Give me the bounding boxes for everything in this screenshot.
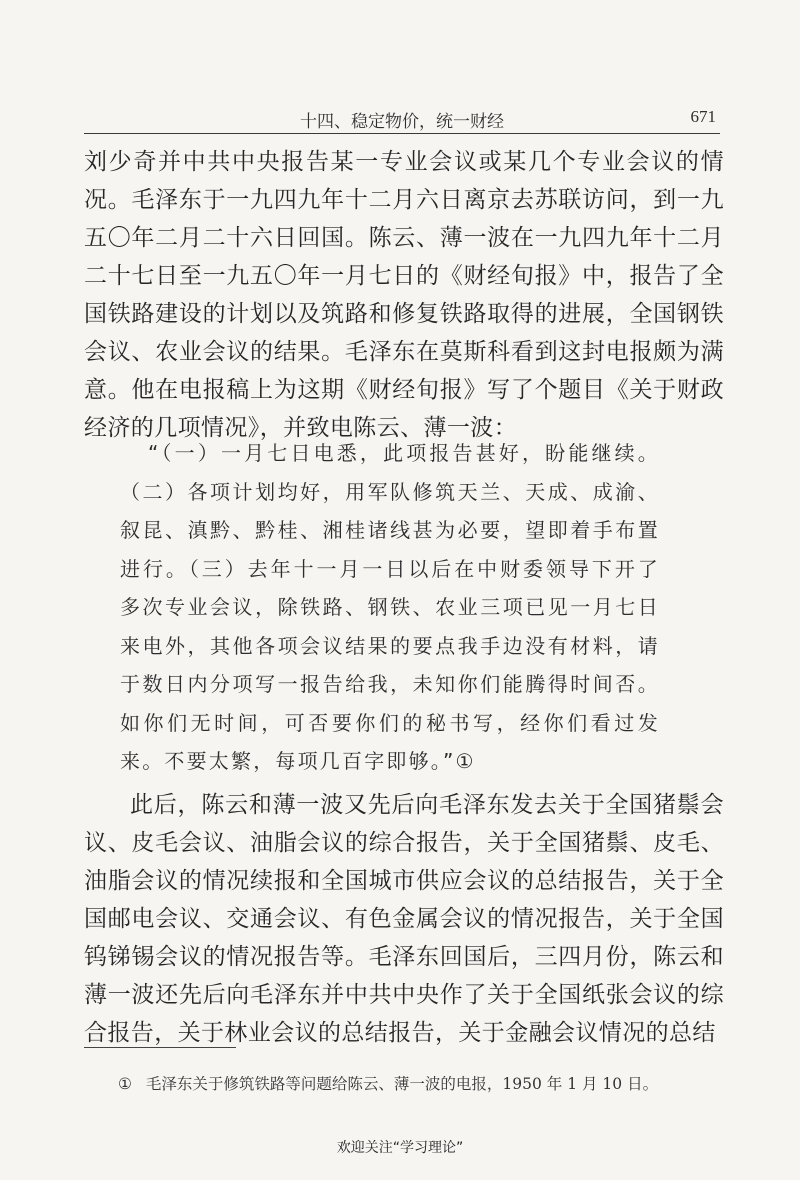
page-number: 671 <box>690 107 716 126</box>
body-paragraph-1: 刘少奇并中共中央报告某一专业会议或某几个专业会议的情况。毛泽东于一九四九年十二月六日离京去苏联访问，到一九五〇年二月二十六日回国。陈云、薄一波在一九四九年十二月二十七日至一九五〇年一月七日的《财经旬报》中，报告了全国铁路建设的计划以及筑路和修复铁路取得的进展，全国钢铁会议、农业会议的结果。毛泽东在莫斯科看到这封电报颇为满意。他在电报稿上为这期《财经旬报》写了个题目《关于财政经济的几项情况》，并致电陈云、薄一波： <box>84 149 724 441</box>
footnote <box>118 1073 658 1095</box>
footnote-marker: ① <box>118 1075 132 1093</box>
footnote-divider <box>84 1047 236 1048</box>
watermark-caption: 欢迎关注“学习理论” <box>336 1140 464 1156</box>
body-paragraph-2: 此后，陈云和薄一波又先后向毛泽东发去关于全国猪鬃会议、皮毛会议、油脂会议的综合报告，关于全国猪鬃、皮毛、油脂会议的情况续报和全国城市供应会议的总结报告，关于全国邮电会议、交通会议、有色金属会议的情况报告，关于全国钨锑锡会议的情况报告等。毛泽东回国后，三四月份，陈云和薄一波还先后向毛泽东并中共中央作了关于全国纸张会议的综合报告，关于林业会议的总结报告，关于金融会议情况的总结 <box>84 792 724 1046</box>
telegram-quote: “（一）一月七日电悉，此项报告甚好，盼能继续。（二）各项计划均好，用军队修筑天兰、天成、成渝、叙昆、滇黔、黔桂、湘桂诸线甚为必要，望即着手布置进行。（三）去年十一月一日以后在中财委领导下开了多次专业会议，除铁路、钢铁、农业三项已见一月七日来电外，其他各项会议结果的要点我手边没有材料，请于数日内分项写一报告给我，未知你们能腾得时间否。如你们无时间，可否要你们的秘书写，经你们看过发来。不要太繁，每项几百字即够。”① <box>120 441 660 773</box>
running-header <box>84 103 720 134</box>
chapter-title: 十四、稳定物价，统一财经 <box>300 112 504 132</box>
footnote-text: 毛泽东关于修筑铁路等问题给陈云、薄一波的电报，1950 年 1 月 10 日。 <box>145 1075 659 1093</box>
